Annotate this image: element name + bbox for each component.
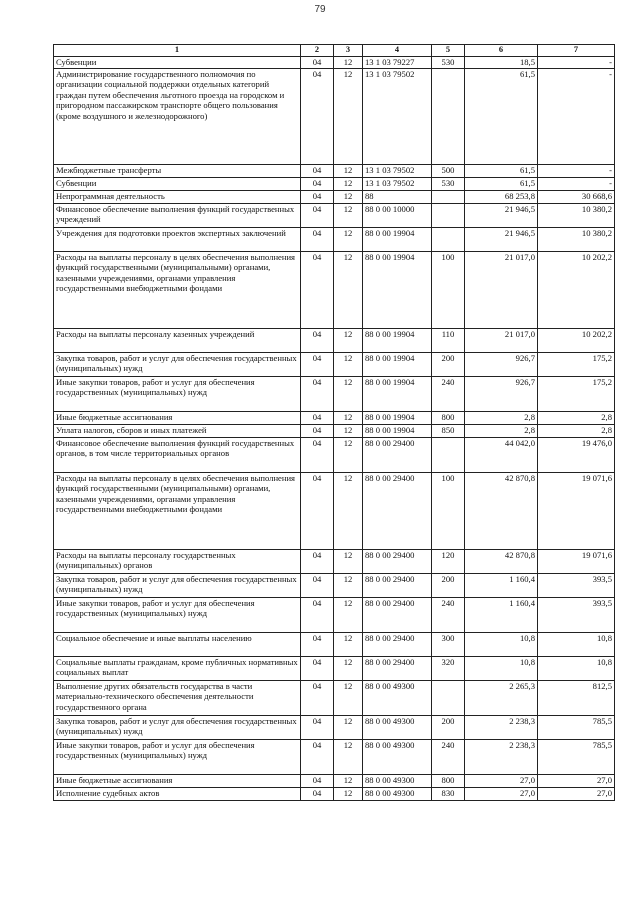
row-name: Социальные выплаты гражданам, кроме публичных нормативных социальных выплат	[54, 656, 301, 680]
row-target-article: 88 0 00 49300	[363, 774, 432, 787]
page-number: 79	[314, 4, 326, 15]
row-name: Социальное обеспечение и иные выплаты населению	[54, 632, 301, 656]
row-target-article: 88 0 00 29400	[363, 597, 432, 632]
row-amount-col6: 1 160,4	[465, 597, 538, 632]
row-section: 04	[301, 251, 334, 328]
row-section: 04	[301, 549, 334, 573]
row-amount-col7: -	[538, 68, 615, 164]
row-subsection: 12	[334, 177, 363, 190]
row-expense-type: 240	[432, 739, 465, 774]
row-expense-type: 530	[432, 177, 465, 190]
row-subsection: 12	[334, 352, 363, 376]
row-expense-type	[432, 437, 465, 472]
row-expense-type: 300	[432, 632, 465, 656]
row-amount-col6: 42 870,8	[465, 549, 538, 573]
row-expense-type	[432, 680, 465, 715]
row-name: Субвенции	[54, 57, 301, 69]
row-amount-col7: 393,5	[538, 597, 615, 632]
table-row	[54, 227, 615, 251]
row-expense-type: 530	[432, 57, 465, 69]
row-amount-col7: 27,0	[538, 787, 615, 800]
row-subsection: 12	[334, 656, 363, 680]
table-row	[54, 411, 615, 424]
row-subsection: 12	[334, 190, 363, 203]
row-amount-col6: 68 253,8	[465, 190, 538, 203]
row-section: 04	[301, 472, 334, 549]
row-amount-col6: 2,8	[465, 411, 538, 424]
row-section: 04	[301, 715, 334, 739]
row-subsection: 12	[334, 573, 363, 597]
table-row	[54, 376, 615, 411]
row-name: Расходы на выплаты персоналу в целях обеспечения выполнения функций государственными (муниципальными) органами, казенными учреждениями, органами управления государственными внебюджетными фондами	[54, 472, 301, 549]
row-subsection: 12	[334, 632, 363, 656]
row-name: Расходы на выплаты персоналу казенных учреждений	[54, 328, 301, 352]
row-target-article: 88 0 00 49300	[363, 739, 432, 774]
table-row	[54, 57, 615, 69]
row-section: 04	[301, 774, 334, 787]
row-section: 04	[301, 573, 334, 597]
table-row	[54, 573, 615, 597]
row-subsection: 12	[334, 549, 363, 573]
row-name: Закупка товаров, работ и услуг для обеспечения государственных (муниципальных) нужд	[54, 715, 301, 739]
row-name: Непрограммная деятельность	[54, 190, 301, 203]
header-col-5: 5	[432, 45, 465, 57]
row-subsection: 12	[334, 680, 363, 715]
row-expense-type: 200	[432, 573, 465, 597]
row-amount-col7: 27,0	[538, 774, 615, 787]
table-row	[54, 656, 615, 680]
row-expense-type: 240	[432, 376, 465, 411]
row-amount-col6: 10,8	[465, 656, 538, 680]
row-expense-type	[432, 203, 465, 227]
row-target-article: 88 0 00 29400	[363, 632, 432, 656]
row-subsection: 12	[334, 472, 363, 549]
row-target-article: 88 0 00 19904	[363, 352, 432, 376]
row-subsection: 12	[334, 437, 363, 472]
row-name: Исполнение судебных актов	[54, 787, 301, 800]
row-target-article: 88 0 00 19904	[363, 251, 432, 328]
row-subsection: 12	[334, 203, 363, 227]
row-expense-type: 800	[432, 774, 465, 787]
row-amount-col7: 785,5	[538, 739, 615, 774]
table-row	[54, 424, 615, 437]
row-name: Выполнение других обязательств государства в части материально-технического обеспечения деятельности государственного органа	[54, 680, 301, 715]
row-section: 04	[301, 597, 334, 632]
row-target-article: 88 0 00 19904	[363, 411, 432, 424]
row-amount-col7: 10 380,2	[538, 203, 615, 227]
table-row	[54, 774, 615, 787]
row-name: Иные бюджетные ассигнования	[54, 411, 301, 424]
row-subsection: 12	[334, 376, 363, 411]
row-section: 04	[301, 190, 334, 203]
row-target-article: 88 0 00 10000	[363, 203, 432, 227]
row-subsection: 12	[334, 251, 363, 328]
row-amount-col6: 10,8	[465, 632, 538, 656]
row-subsection: 12	[334, 774, 363, 787]
row-amount-col7: 10 380,2	[538, 227, 615, 251]
row-name: Администрирование государственного полномочия по организации социальной поддержки отдельных категорий граждан путем обеспечения льготного проезда на городском и пригородном пассажирском транспорте общего пользования (кроме воздушного и железнодорожного)	[54, 68, 301, 164]
row-amount-col6: 21 017,0	[465, 251, 538, 328]
table-row	[54, 787, 615, 800]
row-amount-col6: 2 238,3	[465, 715, 538, 739]
row-amount-col6: 61,5	[465, 177, 538, 190]
row-section: 04	[301, 739, 334, 774]
row-target-article: 88 0 00 29400	[363, 573, 432, 597]
row-target-article: 13 1 03 79502	[363, 177, 432, 190]
row-target-article: 88 0 00 49300	[363, 715, 432, 739]
row-section: 04	[301, 424, 334, 437]
row-amount-col7: 10 202,2	[538, 328, 615, 352]
row-amount-col6: 926,7	[465, 376, 538, 411]
row-section: 04	[301, 411, 334, 424]
row-name: Финансовое обеспечение выполнения функций государственных органов, в том числе территориальных органов	[54, 437, 301, 472]
row-expense-type: 240	[432, 597, 465, 632]
row-section: 04	[301, 328, 334, 352]
row-amount-col7: 2,8	[538, 411, 615, 424]
row-amount-col6: 42 870,8	[465, 472, 538, 549]
row-subsection: 12	[334, 715, 363, 739]
row-expense-type: 830	[432, 787, 465, 800]
row-section: 04	[301, 656, 334, 680]
row-section: 04	[301, 203, 334, 227]
row-name: Финансовое обеспечение выполнения функций государственных учреждений	[54, 203, 301, 227]
row-expense-type	[432, 190, 465, 203]
row-expense-type: 800	[432, 411, 465, 424]
table-row	[54, 437, 615, 472]
row-name: Межбюджетные трансферты	[54, 164, 301, 177]
row-expense-type: 850	[432, 424, 465, 437]
row-expense-type: 120	[432, 549, 465, 573]
row-expense-type: 200	[432, 352, 465, 376]
row-target-article: 88 0 00 29400	[363, 549, 432, 573]
row-expense-type	[432, 227, 465, 251]
row-expense-type: 110	[432, 328, 465, 352]
row-expense-type	[432, 68, 465, 164]
row-target-article: 88 0 00 19904	[363, 328, 432, 352]
row-amount-col7: 30 668,6	[538, 190, 615, 203]
header-col-4: 4	[363, 45, 432, 57]
row-amount-col6: 61,5	[465, 68, 538, 164]
row-amount-col7: 10,8	[538, 632, 615, 656]
row-name: Иные бюджетные ассигнования	[54, 774, 301, 787]
table-row	[54, 549, 615, 573]
row-name: Закупка товаров, работ и услуг для обеспечения государственных (муниципальных) нужд	[54, 573, 301, 597]
row-amount-col6: 21 017,0	[465, 328, 538, 352]
table-row	[54, 190, 615, 203]
row-amount-col7: 2,8	[538, 424, 615, 437]
row-expense-type: 500	[432, 164, 465, 177]
row-amount-col7: 10 202,2	[538, 251, 615, 328]
row-target-article: 88 0 00 19904	[363, 376, 432, 411]
row-subsection: 12	[334, 739, 363, 774]
row-section: 04	[301, 227, 334, 251]
header-col-2: 2	[301, 45, 334, 57]
row-amount-col7: -	[538, 164, 615, 177]
row-amount-col6: 61,5	[465, 164, 538, 177]
row-amount-col7: 19 476,0	[538, 437, 615, 472]
row-amount-col6: 2 238,3	[465, 739, 538, 774]
row-section: 04	[301, 437, 334, 472]
row-amount-col6: 21 946,5	[465, 227, 538, 251]
header-col-3: 3	[334, 45, 363, 57]
row-target-article: 88 0 00 19904	[363, 424, 432, 437]
table-row	[54, 164, 615, 177]
row-section: 04	[301, 68, 334, 164]
row-target-article: 88	[363, 190, 432, 203]
row-target-article: 13 1 03 79227	[363, 57, 432, 69]
row-amount-col7: 19 071,6	[538, 549, 615, 573]
row-section: 04	[301, 352, 334, 376]
row-amount-col6: 926,7	[465, 352, 538, 376]
row-amount-col7: 10,8	[538, 656, 615, 680]
row-name: Расходы на выплаты персоналу государственных (муниципальных) органов	[54, 549, 301, 573]
row-amount-col6: 27,0	[465, 787, 538, 800]
row-amount-col7: 175,2	[538, 376, 615, 411]
table-row	[54, 472, 615, 549]
row-amount-col6: 1 160,4	[465, 573, 538, 597]
row-target-article: 88 0 00 19904	[363, 227, 432, 251]
row-subsection: 12	[334, 787, 363, 800]
row-target-article: 88 0 00 49300	[363, 787, 432, 800]
row-subsection: 12	[334, 597, 363, 632]
row-name: Иные закупки товаров, работ и услуг для обеспечения государственных (муниципальных) нужд	[54, 597, 301, 632]
row-amount-col7: 393,5	[538, 573, 615, 597]
table-row	[54, 680, 615, 715]
row-section: 04	[301, 164, 334, 177]
row-amount-col7: 785,5	[538, 715, 615, 739]
table-row	[54, 632, 615, 656]
row-target-article: 88 0 00 29400	[363, 472, 432, 549]
row-amount-col6: 2,8	[465, 424, 538, 437]
row-target-article: 13 1 03 79502	[363, 164, 432, 177]
row-amount-col6: 44 042,0	[465, 437, 538, 472]
table-row	[54, 68, 615, 164]
row-name: Иные закупки товаров, работ и услуг для обеспечения государственных (муниципальных) нужд	[54, 376, 301, 411]
row-name: Иные закупки товаров, работ и услуг для обеспечения государственных (муниципальных) нужд	[54, 739, 301, 774]
row-subsection: 12	[334, 57, 363, 69]
row-target-article: 88 0 00 29400	[363, 656, 432, 680]
row-amount-col6: 2 265,3	[465, 680, 538, 715]
row-subsection: 12	[334, 68, 363, 164]
row-subsection: 12	[334, 328, 363, 352]
table-row	[54, 328, 615, 352]
row-section: 04	[301, 376, 334, 411]
row-expense-type: 100	[432, 472, 465, 549]
row-section: 04	[301, 177, 334, 190]
row-amount-col6: 27,0	[465, 774, 538, 787]
header-col-1: 1	[54, 45, 301, 57]
table-row	[54, 597, 615, 632]
row-section: 04	[301, 632, 334, 656]
row-target-article: 88 0 00 49300	[363, 680, 432, 715]
row-target-article: 13 1 03 79502	[363, 68, 432, 164]
header-col-7: 7	[538, 45, 615, 57]
row-amount-col7: 175,2	[538, 352, 615, 376]
row-target-article: 88 0 00 29400	[363, 437, 432, 472]
row-name: Учреждения для подготовки проектов экспертных заключений	[54, 227, 301, 251]
header-row	[54, 45, 615, 57]
table-row	[54, 739, 615, 774]
row-subsection: 12	[334, 411, 363, 424]
table-row	[54, 251, 615, 328]
row-amount-col6: 18,5	[465, 57, 538, 69]
row-subsection: 12	[334, 227, 363, 251]
row-name: Расходы на выплаты персоналу в целях обеспечения выполнения функций государственными (муниципальными) органами, казенными учреждениями, органами управления государственными внебюджетными фондами	[54, 251, 301, 328]
row-section: 04	[301, 787, 334, 800]
row-name: Уплата налогов, сборов и иных платежей	[54, 424, 301, 437]
row-amount-col7: -	[538, 177, 615, 190]
table-row	[54, 177, 615, 190]
header-col-6: 6	[465, 45, 538, 57]
table-row	[54, 352, 615, 376]
row-expense-type: 200	[432, 715, 465, 739]
row-amount-col7: -	[538, 57, 615, 69]
row-name: Закупка товаров, работ и услуг для обеспечения государственных (муниципальных) нужд	[54, 352, 301, 376]
row-subsection: 12	[334, 164, 363, 177]
row-section: 04	[301, 57, 334, 69]
row-amount-col7: 812,5	[538, 680, 615, 715]
table-row	[54, 203, 615, 227]
row-expense-type: 320	[432, 656, 465, 680]
row-name: Субвенции	[54, 177, 301, 190]
row-expense-type: 100	[432, 251, 465, 328]
row-section: 04	[301, 680, 334, 715]
row-subsection: 12	[334, 424, 363, 437]
row-amount-col6: 21 946,5	[465, 203, 538, 227]
row-amount-col7: 19 071,6	[538, 472, 615, 549]
table-row	[54, 715, 615, 739]
budget-table	[53, 44, 615, 801]
